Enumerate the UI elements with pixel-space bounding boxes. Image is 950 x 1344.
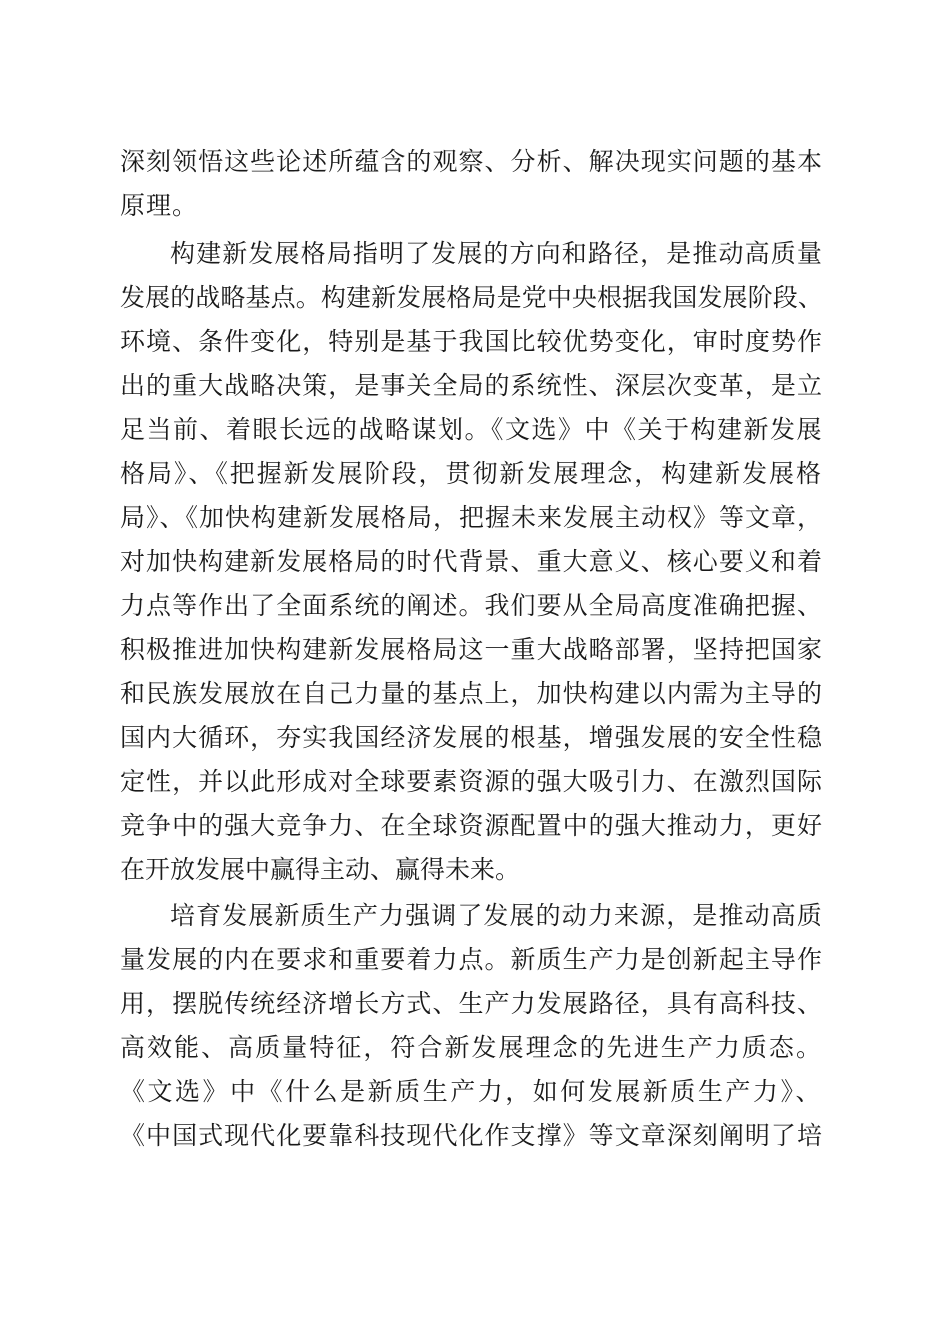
text-line bbox=[0, 804, 950, 848]
text-line bbox=[0, 452, 950, 496]
text-line-content: 对加快构建新发展格局的时代背景、重大意义、核心要义和着 bbox=[120, 547, 823, 576]
text-line bbox=[0, 540, 950, 584]
text-line bbox=[0, 760, 950, 804]
text-line bbox=[0, 584, 950, 628]
text-line bbox=[0, 982, 950, 1026]
text-line-content: 培育发展新质生产力强调了发展的动力来源，是推动高质 bbox=[170, 901, 823, 930]
text-line-content: 定性，并以此形成对全球要素资源的强大吸引力、在激烈国际 bbox=[120, 767, 823, 796]
text-line-content: 出的重大战略决策，是事关全局的系统性、深层次变革，是立 bbox=[120, 371, 823, 400]
text-line-content: 《中国式现代化要靠科技现代化作支撑》等文章深刻阐明了培 bbox=[120, 1121, 823, 1150]
text-line-content: 深刻领悟这些论述所蕴含的观察、分析、解决现实问题的基本 bbox=[120, 147, 823, 176]
text-line-content: 国内大循环，夯实我国经济发展的根基，增强发展的安全性稳 bbox=[120, 723, 823, 752]
text-line-content: 量发展的内在要求和重要着力点。新质生产力是创新起主导作 bbox=[120, 945, 823, 974]
text-line bbox=[0, 716, 950, 760]
text-line bbox=[0, 1026, 950, 1070]
text-line-content: 在开放发展中赢得主动、赢得未来。 bbox=[120, 855, 520, 884]
text-line bbox=[0, 848, 950, 892]
text-line bbox=[0, 184, 950, 228]
text-line-content: 环境、条件变化，特别是基于我国比较优势变化，审时度势作 bbox=[120, 327, 823, 356]
text-line-content: 原理。 bbox=[120, 191, 198, 220]
text-line bbox=[0, 140, 950, 184]
paragraph-start-line bbox=[0, 232, 950, 276]
text-line bbox=[0, 364, 950, 408]
text-line bbox=[0, 276, 950, 320]
paragraph-start-line bbox=[0, 894, 950, 938]
text-line-content: 积极推进加快构建新发展格局这一重大战略部署，坚持把国家 bbox=[120, 635, 823, 664]
text-line-content: 用，摆脱传统经济增长方式、生产力发展路径，具有高科技、 bbox=[120, 989, 823, 1018]
text-line-content: 构建新发展格局指明了发展的方向和路径，是推动高质量 bbox=[170, 239, 823, 268]
text-line-content: 发展的战略基点。构建新发展格局是党中央根据我国发展阶段、 bbox=[120, 283, 823, 312]
text-line-content: 《文选》中《什么是新质生产力，如何发展新质生产力》、 bbox=[120, 1077, 823, 1106]
text-line bbox=[0, 408, 950, 452]
text-line bbox=[0, 496, 950, 540]
text-line bbox=[0, 672, 950, 716]
text-line-content: 力点等作出了全面系统的阐述。我们要从全局高度准确把握、 bbox=[120, 591, 823, 620]
text-line-content: 局》、《加快构建新发展格局，把握未来发展主动权》等文章， bbox=[120, 503, 823, 532]
text-line-content: 格局》、《把握新发展阶段，贯彻新发展理念，构建新发展格 bbox=[120, 459, 823, 488]
text-line bbox=[0, 1114, 950, 1158]
text-line bbox=[0, 1070, 950, 1114]
text-line-content: 和民族发展放在自己力量的基点上，加快构建以内需为主导的 bbox=[120, 679, 823, 708]
text-line-content: 高效能、高质量特征，符合新发展理念的先进生产力质态。 bbox=[120, 1033, 823, 1062]
text-line-content: 足当前、着眼长远的战略谋划。《文选》中《关于构建新发展 bbox=[120, 415, 823, 444]
text-line-content: 竞争中的强大竞争力、在全球资源配置中的强大推动力，更好 bbox=[120, 811, 823, 840]
text-line bbox=[0, 320, 950, 364]
text-line bbox=[0, 628, 950, 672]
text-line bbox=[0, 938, 950, 982]
